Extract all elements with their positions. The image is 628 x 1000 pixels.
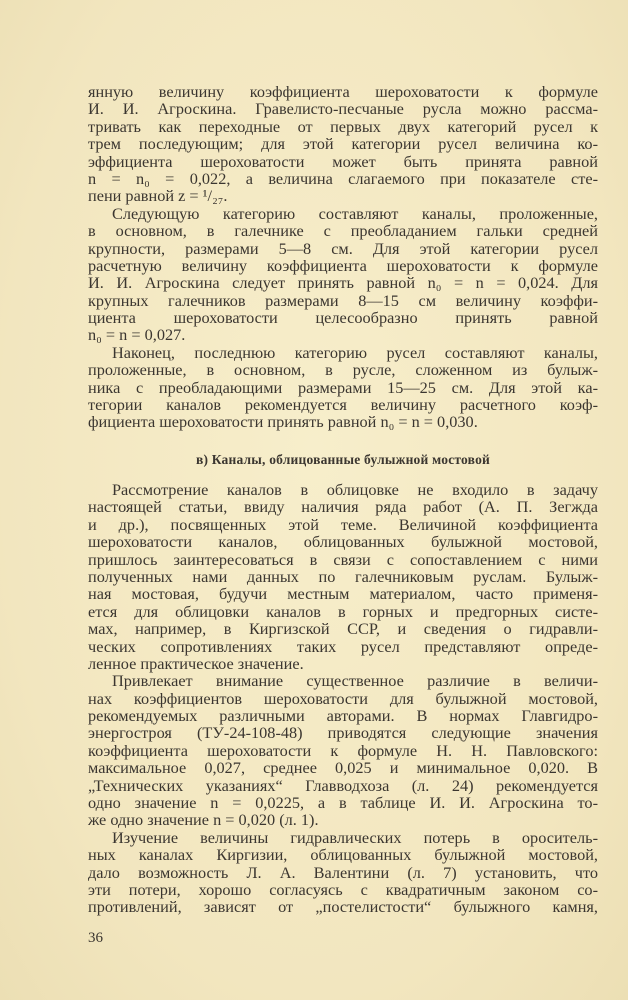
text-line: дало возможность Л. А. Валентини (л. 7) установить, что [88,862,598,882]
text-line: тривать как переходные от первых двух категорий русел к [88,116,598,136]
text-line: максимальное 0,027, среднее 0,025 и минимальное 0,020. В [88,758,598,778]
text-line: полученных нами данных по галечниковым руслам. Булыж- [88,566,598,586]
text-line: n = n₀ = 0,022, а величина слагаемого при показателе сте- [88,168,598,188]
paragraph [88,481,598,672]
text-line: И. И. Агроскина следует принять равной n₀ = n = 0,024. Для [88,273,598,293]
text-line: пени равной z = ¹/₂₇. [88,186,228,206]
text-line: крупности, размерами 5—8 см. Для этой категории русел [88,238,598,258]
paragraph [88,829,598,916]
text-line: настоящей статьи, ввиду наличия ряда работ (А. П. Зегжда [88,497,598,517]
text-line: тегории каналов рекомендуется величину расчетного коэф- [88,395,598,415]
page-number: 36 [88,930,103,946]
text-line: фициента шероховатости принять равной n₀ = n = 0,030. [88,412,478,432]
text-line: Привлекает внимание существенное различие в величи- [112,671,598,691]
text-line: „Технических указаниях“ Главводхоза (л. 24) рекомендуется [88,775,598,795]
paragraph [88,83,598,205]
text-line: нах коэффициентов шероховатости для булыжной мостовой, [88,688,598,708]
text-line: пришлось заинтересоваться в связи с сопоставлением с ними [88,549,598,569]
text-line: энергостроя (ТУ-24-108-48) приводятся следующие значения [88,723,598,743]
text-line: И. И. Агроскина. Гравелисто-песчаные русла можно рассма- [88,99,598,119]
text-line: и др.), посвященных этой теме. Величиной коэффициента [88,514,598,534]
text-line: коэффициента шероховатости к формуле Н. Н. Павловского: [88,740,598,760]
text-line: ется для облицовки каналов в горных и предгорных систе- [88,601,598,621]
text-line: мах, например, в Киргизской ССР, и сведения о гидравли- [88,619,598,639]
text-line: циента шероховатости целесообразно принять равной [88,308,598,328]
text-block-top [88,83,598,431]
text-line: расчетную величину коэффициента шероховатости к формуле [88,255,598,275]
text-line: эти потери, хорошо согласуясь с квадратичным законом со- [88,879,598,899]
text-line: n₀ = n = 0,027. [88,325,186,345]
text-line: Изучение величины гидравлических потерь в ороситель- [112,827,598,847]
text-line: Наконец, последнюю категорию русел составляют каналы, [112,342,598,362]
paragraph [88,205,598,344]
text-line: в основном, в галечнике с преобладанием гальки средней [88,221,598,241]
text-line: ленное практическое значение. [88,653,304,673]
text-line: рекомендуемых различными авторами. В нормах Главгидро- [88,706,598,726]
text-line: ника с преобладающими размерами 15—25 см. Для этой ка- [88,377,598,397]
text-line: янную величину коэффициента шероховатости к формуле [88,82,598,101]
text-line: проложенные, в основном, в русле, сложенном из булыж- [88,360,598,380]
paragraph [88,672,598,829]
text-line: ных каналах Киргизии, облицованных булыжной мостовой, [88,845,598,865]
text-line: шероховатости каналов, облицованных булыжной мостовой, [88,532,598,552]
text-line: Рассмотрение каналов в облицовке не входило в задачу [112,480,598,499]
text-block-bottom [88,481,598,916]
text-line: ческих сопротивлениях таких русел представляют опреде- [88,636,598,656]
text-line: эффициента шероховатости может быть принята равной [88,151,598,171]
text-line: крупных галечников размерами 8—15 см величину коэффи- [88,290,598,310]
text-line: трем последующим; для этой категории русел величина ко- [88,134,598,154]
text-line: же одно значение n = 0,020 (л. 1). [88,810,319,830]
text-line: ная мостовая, будучи местным материалом, часто применя- [88,584,598,604]
section-heading: в) Каналы, облицованные булыжной мостовой [195,452,491,467]
text-line: одно значение n = 0,0225, а в таблице И. И. Агроскина то- [88,793,598,813]
text-line: Следующую категорию составляют каналы, проложенные, [112,203,598,223]
text-line: противлений, зависят от „постелистости“ булыжного камня, [88,897,598,917]
paragraph [88,344,598,431]
